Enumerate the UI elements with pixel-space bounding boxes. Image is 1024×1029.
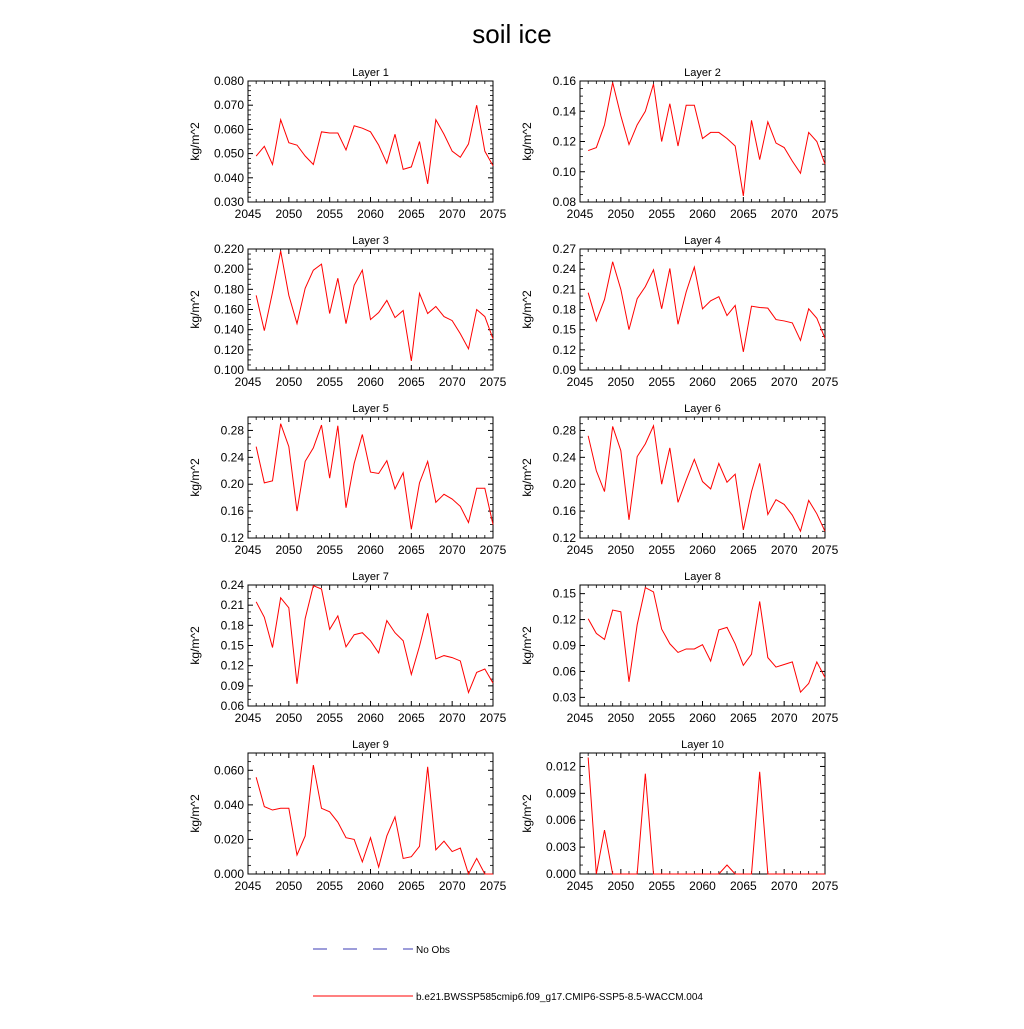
y-axis-label: kg/m^2	[188, 626, 202, 665]
x-tick-label: 2075	[479, 879, 507, 893]
y-tick-label: 0.009	[545, 786, 576, 801]
x-tick-label: 2045	[566, 375, 594, 389]
x-tick-label: 2065	[729, 375, 757, 389]
y-tick-label: 0.18	[552, 302, 576, 317]
x-tick-label: 2045	[566, 879, 594, 893]
x-tick-label: 2075	[479, 207, 507, 221]
x-tick-label: 2055	[648, 879, 676, 893]
series-line	[256, 251, 493, 361]
y-tick-label: 0.24	[220, 450, 244, 465]
y-tick-label: 0.24	[220, 578, 244, 592]
y-tick-label: 0.060	[213, 122, 244, 137]
panel-title: Layer 8	[684, 571, 721, 583]
series-line	[588, 588, 825, 693]
panel-title: Layer 9	[352, 739, 389, 751]
x-tick-label: 2055	[648, 711, 676, 725]
x-tick-label: 2055	[316, 543, 344, 557]
y-tick-label: 0.040	[213, 170, 244, 185]
x-tick-label: 2065	[729, 543, 757, 557]
x-tick-label: 2050	[275, 711, 303, 725]
y-tick-label: 0.15	[552, 322, 576, 337]
x-tick-label: 2065	[397, 207, 425, 221]
x-tick-label: 2055	[316, 375, 344, 389]
y-tick-label: 0.180	[213, 282, 244, 297]
x-tick-label: 2075	[811, 375, 839, 389]
y-tick-label: 0.12	[220, 531, 244, 545]
y-tick-label: 0.20	[552, 477, 576, 492]
x-tick-label: 2060	[689, 879, 716, 893]
panels	[188, 67, 839, 893]
panel-title: Layer 7	[352, 571, 389, 583]
x-tick-label: 2050	[275, 543, 303, 557]
y-tick-label: 0.060	[213, 763, 244, 778]
y-tick-label: 0.006	[545, 813, 576, 828]
chart-panel-layer-3	[188, 235, 507, 389]
x-tick-label: 2070	[770, 543, 798, 557]
x-tick-label: 2060	[357, 879, 384, 893]
y-tick-label: 0.10	[552, 164, 576, 179]
chart-panel-layer-7	[188, 571, 507, 725]
x-tick-label: 2075	[811, 543, 839, 557]
y-tick-label: 0.030	[213, 195, 244, 209]
y-tick-label: 0.020	[213, 832, 244, 847]
y-axis-label: kg/m^2	[520, 458, 534, 497]
chart-panel-layer-6	[520, 403, 839, 557]
x-tick-label: 2065	[397, 375, 425, 389]
y-tick-label: 0.24	[552, 450, 576, 465]
y-tick-label: 0.14	[552, 104, 576, 119]
y-axis-label: kg/m^2	[188, 458, 202, 497]
series-line	[256, 586, 493, 693]
chart-panel-layer-9	[188, 739, 507, 893]
chart-panel-layer-1	[188, 67, 507, 221]
series-line	[588, 757, 825, 874]
x-tick-label: 2070	[438, 711, 466, 725]
x-tick-label: 2055	[316, 207, 344, 221]
y-tick-label: 0.12	[552, 612, 576, 627]
x-tick-label: 2060	[357, 207, 384, 221]
x-tick-label: 2065	[397, 711, 425, 725]
chart-panel-layer-2	[520, 67, 839, 221]
y-tick-label: 0.28	[220, 423, 244, 438]
series-line	[256, 424, 493, 530]
y-tick-label: 0.140	[213, 322, 244, 337]
panel-title: Layer 10	[681, 739, 724, 751]
x-tick-label: 2050	[275, 879, 303, 893]
y-tick-label: 0.12	[552, 531, 576, 545]
y-tick-label: 0.200	[213, 262, 244, 277]
y-tick-label: 0.220	[213, 242, 244, 256]
panel-title: Layer 2	[684, 67, 721, 79]
x-tick-label: 2060	[357, 375, 384, 389]
y-tick-label: 0.12	[220, 658, 244, 673]
y-axis-label: kg/m^2	[520, 290, 534, 329]
x-tick-label: 2055	[648, 543, 676, 557]
x-tick-label: 2050	[607, 207, 635, 221]
panel-title: Layer 1	[352, 67, 389, 79]
y-tick-label: 0.16	[552, 504, 576, 519]
x-tick-label: 2070	[770, 207, 798, 221]
y-tick-label: 0.21	[220, 598, 244, 613]
x-tick-label: 2065	[397, 543, 425, 557]
x-tick-label: 2065	[729, 711, 757, 725]
x-tick-label: 2060	[357, 711, 384, 725]
y-tick-label: 0.27	[552, 242, 576, 256]
y-axis-label: kg/m^2	[520, 626, 534, 665]
x-tick-label: 2055	[316, 879, 344, 893]
y-axis-label: kg/m^2	[520, 794, 534, 833]
x-tick-label: 2045	[234, 207, 262, 221]
x-tick-label: 2065	[397, 879, 425, 893]
y-tick-label: 0.040	[213, 797, 244, 812]
legend	[313, 945, 703, 1003]
x-tick-label: 2060	[689, 375, 716, 389]
series-line	[588, 426, 825, 532]
x-tick-label: 2070	[438, 375, 466, 389]
x-tick-label: 2075	[811, 207, 839, 221]
x-tick-label: 2050	[275, 375, 303, 389]
series-line	[256, 765, 493, 874]
y-tick-label: 0.000	[213, 867, 244, 881]
y-tick-label: 0.06	[552, 664, 576, 679]
y-tick-label: 0.003	[545, 840, 576, 855]
panel-title: Layer 3	[352, 235, 389, 247]
x-tick-label: 2060	[689, 543, 716, 557]
x-tick-label: 2060	[357, 543, 384, 557]
panel-title: Layer 4	[684, 235, 721, 247]
y-tick-label: 0.16	[552, 74, 576, 88]
x-tick-label: 2045	[234, 879, 262, 893]
x-tick-label: 2070	[770, 711, 798, 725]
chart-panel-layer-4	[520, 235, 839, 389]
x-tick-label: 2070	[438, 543, 466, 557]
y-tick-label: 0.09	[220, 678, 244, 693]
chart-panel-layer-10	[520, 739, 839, 893]
plot-frame	[248, 753, 493, 874]
legend-model-label: b.e21.BWSSP585cmip6.f09_g17.CMIP6-SSP5-8.5-WACCM.004	[416, 992, 703, 1003]
plot-frame	[580, 753, 825, 874]
plot-frame	[248, 81, 493, 202]
x-tick-label: 2055	[648, 207, 676, 221]
x-tick-label: 2045	[566, 543, 594, 557]
x-tick-label: 2060	[689, 207, 716, 221]
x-tick-label: 2070	[770, 375, 798, 389]
y-tick-label: 0.15	[552, 586, 576, 601]
y-tick-label: 0.100	[213, 363, 244, 377]
chart-panel-layer-5	[188, 403, 507, 557]
y-tick-label: 0.070	[213, 98, 244, 113]
y-tick-label: 0.09	[552, 363, 576, 377]
x-tick-label: 2045	[566, 711, 594, 725]
x-tick-label: 2050	[607, 711, 635, 725]
x-tick-label: 2075	[811, 879, 839, 893]
x-tick-label: 2050	[607, 375, 635, 389]
x-tick-label: 2050	[607, 879, 635, 893]
y-tick-label: 0.24	[552, 262, 576, 277]
x-tick-label: 2050	[275, 207, 303, 221]
y-tick-label: 0.03	[552, 690, 576, 705]
y-tick-label: 0.080	[213, 74, 244, 88]
x-tick-label: 2045	[234, 543, 262, 557]
y-tick-label: 0.15	[220, 638, 244, 653]
y-tick-label: 0.08	[552, 195, 576, 209]
x-tick-label: 2075	[479, 711, 507, 725]
plot-frame	[248, 249, 493, 370]
y-tick-label: 0.12	[552, 134, 576, 149]
x-tick-label: 2065	[729, 207, 757, 221]
y-tick-label: 0.20	[220, 477, 244, 492]
plot-frame	[580, 417, 825, 538]
x-tick-label: 2060	[689, 711, 716, 725]
x-tick-label: 2045	[566, 207, 594, 221]
x-tick-label: 2075	[811, 711, 839, 725]
y-axis-label: kg/m^2	[188, 290, 202, 329]
panel-title: Layer 5	[352, 403, 389, 415]
x-tick-label: 2045	[234, 711, 262, 725]
figure-title: soil ice	[472, 19, 552, 49]
y-tick-label: 0.120	[213, 342, 244, 357]
x-tick-label: 2070	[770, 879, 798, 893]
x-tick-label: 2075	[479, 375, 507, 389]
y-tick-label: 0.000	[545, 867, 576, 881]
x-tick-label: 2070	[438, 207, 466, 221]
legend-obs-label: No Obs	[416, 945, 450, 956]
series-line	[588, 83, 825, 196]
x-tick-label: 2055	[316, 711, 344, 725]
y-axis-label: kg/m^2	[188, 122, 202, 161]
x-tick-label: 2070	[438, 879, 466, 893]
x-tick-label: 2065	[729, 879, 757, 893]
y-tick-label: 0.21	[552, 282, 576, 297]
panel-title: Layer 6	[684, 403, 721, 415]
y-tick-label: 0.09	[552, 638, 576, 653]
chart-panel-layer-8	[520, 571, 839, 725]
y-tick-label: 0.012	[545, 759, 576, 774]
y-tick-label: 0.12	[552, 342, 576, 357]
series-line	[588, 262, 825, 352]
x-tick-label: 2055	[648, 375, 676, 389]
y-tick-label: 0.050	[213, 146, 244, 161]
series-line	[256, 105, 493, 184]
y-axis-label: kg/m^2	[520, 122, 534, 161]
y-tick-label: 0.18	[220, 618, 244, 633]
y-tick-label: 0.28	[552, 423, 576, 438]
y-axis-label: kg/m^2	[188, 794, 202, 833]
x-tick-label: 2045	[234, 375, 262, 389]
y-tick-label: 0.06	[220, 699, 244, 713]
y-tick-label: 0.16	[220, 504, 244, 519]
y-tick-label: 0.160	[213, 302, 244, 317]
x-tick-label: 2075	[479, 543, 507, 557]
x-tick-label: 2050	[607, 543, 635, 557]
